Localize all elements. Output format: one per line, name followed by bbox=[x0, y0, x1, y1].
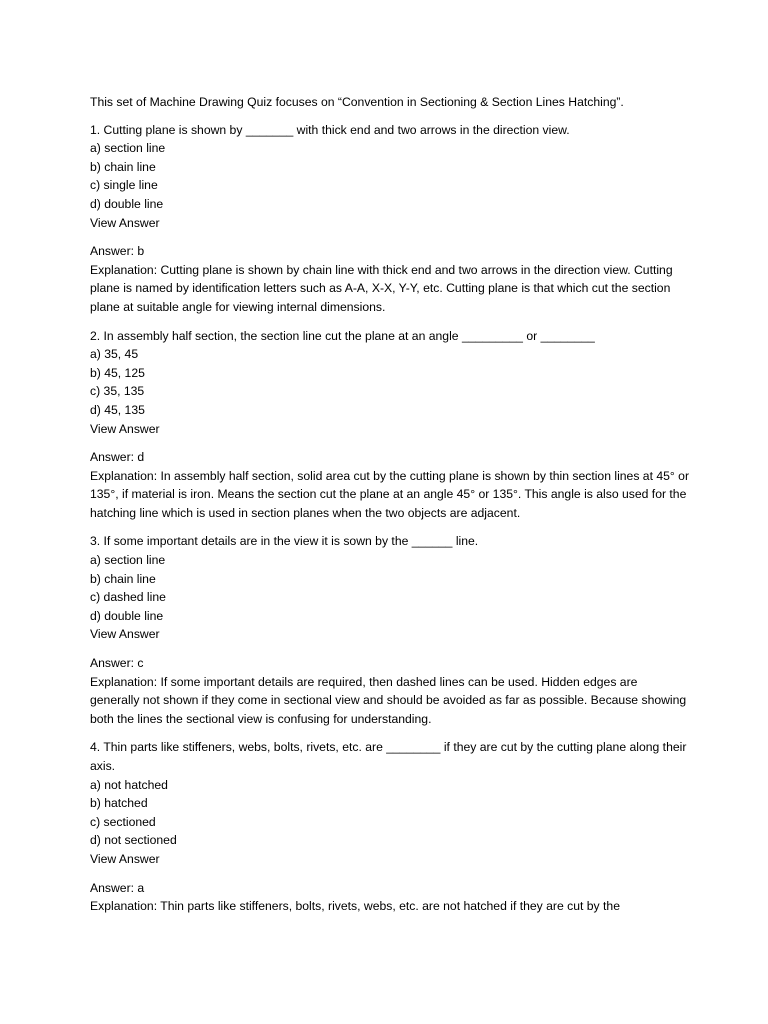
intro-text: This set of Machine Drawing Quiz focuses on “Convention in Sectioning & Section Lines Hatching”. bbox=[90, 95, 624, 109]
option-c: c) dashed line bbox=[90, 590, 166, 605]
option-c: c) 35, 135 bbox=[90, 384, 145, 399]
answer-text: Answer: d bbox=[90, 450, 145, 465]
option-a: a) 35, 45 bbox=[90, 347, 139, 362]
document-page bbox=[90, 93, 690, 926]
option-b: b) 45, 125 bbox=[90, 365, 145, 380]
option-d: d) not sectioned bbox=[90, 833, 177, 848]
answer-block bbox=[90, 448, 690, 522]
question-2 bbox=[90, 327, 690, 523]
answer-text: Answer: a bbox=[90, 880, 145, 895]
option-b: b) hatched bbox=[90, 796, 148, 811]
question-text: 1. Cutting plane is shown by _______ with thick end and two arrows in the direction view. bbox=[90, 122, 570, 137]
explanation-text: Explanation: In assembly half section, solid area cut by the cutting plane is shown by thin section lines at 45° or 135°, if material is iron. Means the section cut the plane at an angle 45° or 135°. This angle is also used for the hatching line which is used in section planes when the two objects are adjacent. bbox=[90, 468, 690, 520]
view-answer-link[interactable]: View Answer bbox=[90, 421, 160, 436]
option-d: d) double line bbox=[90, 608, 164, 623]
option-a: a) section line bbox=[90, 553, 166, 568]
option-a: a) not hatched bbox=[90, 777, 168, 792]
explanation-text: Explanation: Cutting plane is shown by chain line with thick end and two arrows in the direction view. Cutting plane is named by identification letters such as A-A, X-X, Y-Y, etc. Cutting plane is that which cut the section plane at suitable angle for viewing internal dimensions. bbox=[90, 262, 673, 314]
option-b: b) chain line bbox=[90, 159, 156, 174]
option-a: a) section line bbox=[90, 141, 166, 156]
answer-block bbox=[90, 654, 690, 728]
question-4 bbox=[90, 738, 690, 915]
question-1 bbox=[90, 121, 690, 317]
option-d: d) double line bbox=[90, 196, 164, 211]
question-text: 3. If some important details are in the view it is sown by the ______ line. bbox=[90, 534, 479, 549]
answer-text: Answer: c bbox=[90, 656, 144, 671]
view-answer-link[interactable]: View Answer bbox=[90, 627, 160, 642]
question-text: 2. In assembly half section, the section line cut the plane at an angle _________ or ________ bbox=[90, 328, 595, 343]
option-d: d) 45, 135 bbox=[90, 402, 145, 417]
view-answer-link[interactable]: View Answer bbox=[90, 851, 160, 866]
answer-text: Answer: b bbox=[90, 244, 145, 259]
option-b: b) chain line bbox=[90, 571, 156, 586]
answer-block bbox=[90, 242, 690, 316]
answer-block bbox=[90, 879, 690, 916]
option-c: c) sectioned bbox=[90, 814, 156, 829]
option-c: c) single line bbox=[90, 178, 158, 193]
explanation-text: Explanation: Thin parts like stiffeners, bolts, rivets, webs, etc. are not hatched if they are cut by the bbox=[90, 899, 620, 914]
question-text: 4. Thin parts like stiffeners, webs, bolts, rivets, etc. are ________ if they are cut by the cutting plane along their axis. bbox=[90, 740, 687, 773]
view-answer-link[interactable]: View Answer bbox=[90, 215, 160, 230]
question-3 bbox=[90, 532, 690, 728]
explanation-text: Explanation: If some important details are required, then dashed lines can be used. Hidden edges are generally not shown if they come in sectional view and should be avoided as far as possible. Because showing both the lines the sectional view is confusing for understanding. bbox=[90, 674, 687, 726]
